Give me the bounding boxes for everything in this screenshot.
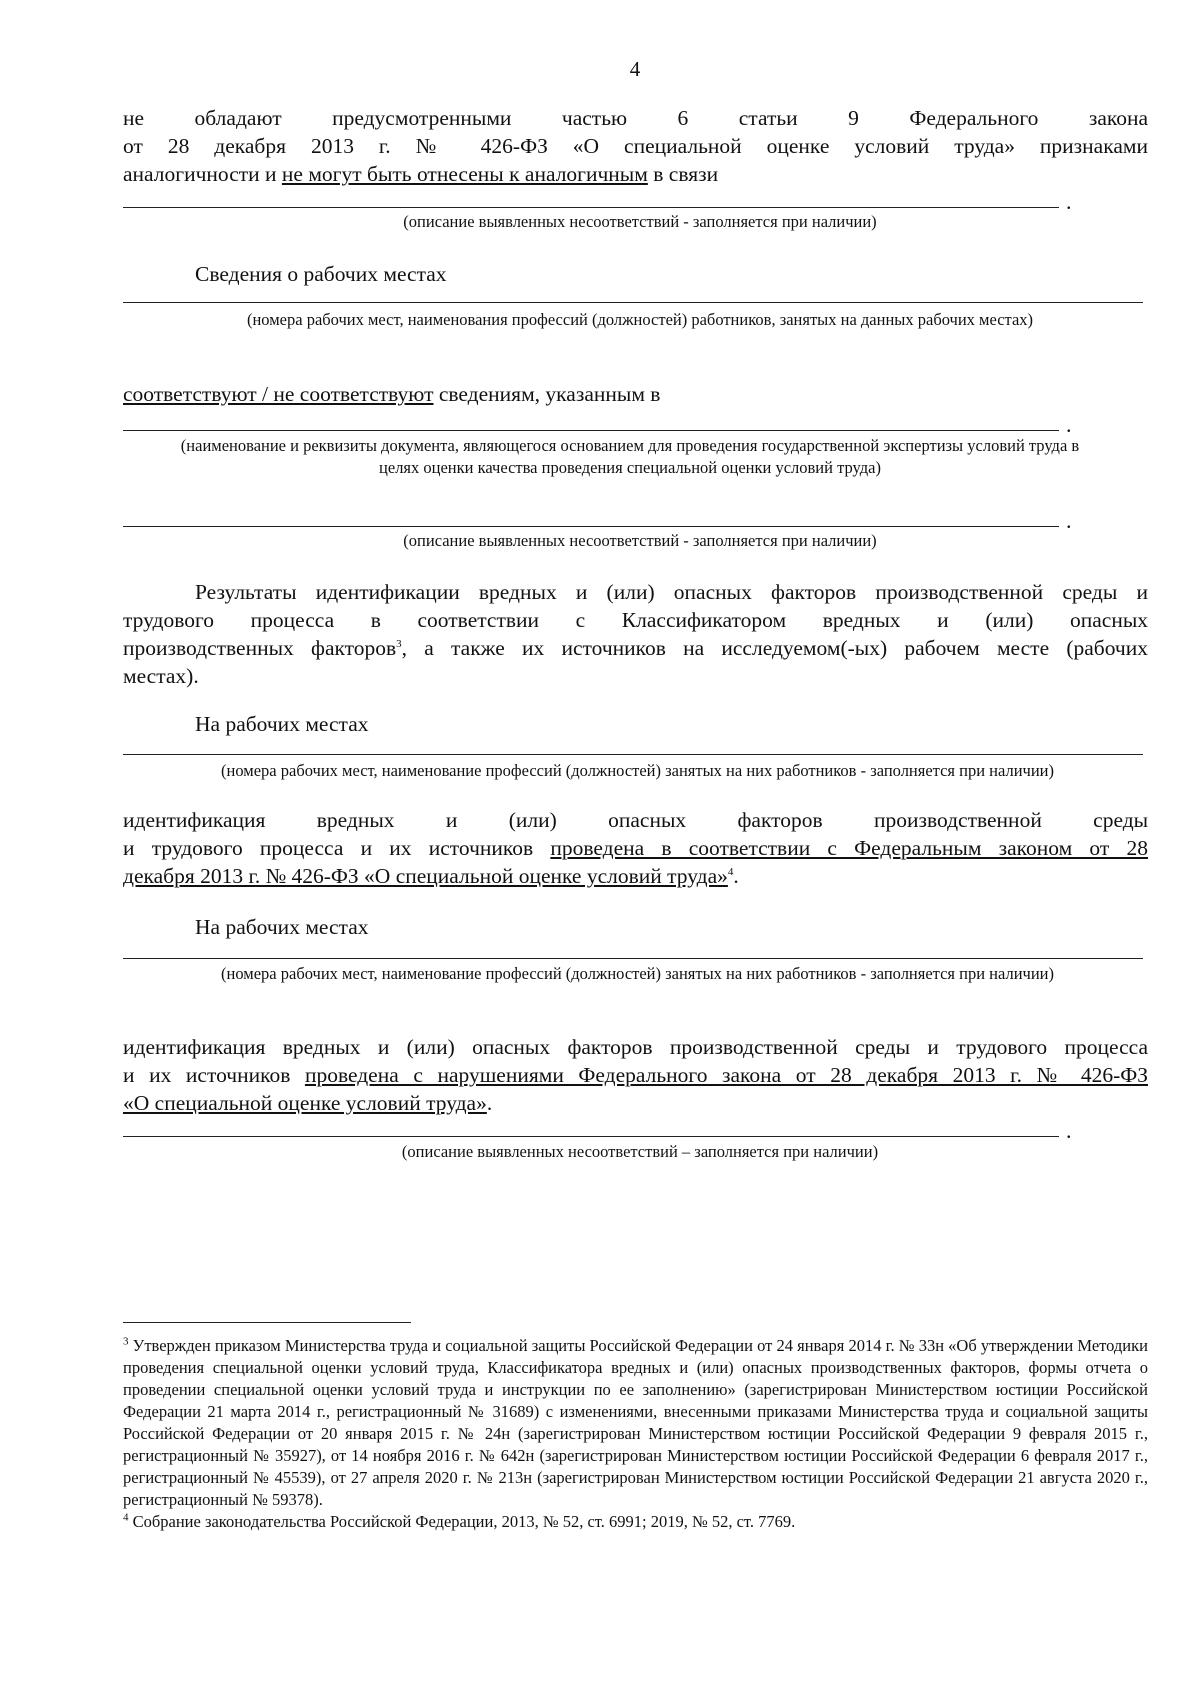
- underlined-phrase: декабря 2013 г. № 426-ФЗ «О специальной оценке условий труда»: [123, 864, 728, 888]
- fill-line: [123, 958, 1143, 959]
- footnote-3: $^3$ Утвержден приказом Министерства труда и социальной защиты Российской Федерации от 24 января 2014 г. № 33н «Об утверждении Методики проведения специальной оценки условий труда, Классификатора вредных и (или) опасных производственных факторов, формы отчета о проведении специальной оценки условий труда и инструкции по ее заполнению» (зарегистрирован Министерством юстиции Российской Федерации 21 марта 2014 г., регистрационный № 31689) с изменениями, внесенными приказами Министерства труда и социальной защиты Российской Федерации от 20 января 2015 г. № 24н (зарегистрирован Министерством юстиции Российской Федерации 9 февраля 2015 г., регистрационный № 35927), от 14 ноября 2016 г. № 642н (зарегистрирован Министерством юстиции Российской Федерации 6 февраля 2017 г., регистрационный № 45539), от 27 апреля 2020 г. № 213н (зарегистрирован Министерством юстиции Российской Федерации 21 августа 2020 г., регистрационный № 59378).: [123, 1335, 1148, 1509]
- line-end-dot: .: [1066, 189, 1072, 214]
- footnotes: [123, 1335, 1148, 1533]
- page-number: 4: [629, 57, 641, 81]
- fill-line: [123, 207, 1059, 208]
- fill-line: [123, 430, 1059, 431]
- caption-workplaces: (номера рабочих мест, наименования профессий (должностей) работников, занятых на данных рабочих местах): [246, 310, 1034, 329]
- paragraph-identification-violations: [123, 1033, 1148, 1117]
- paragraph-line: «О специальной оценке условий труда».: [123, 1091, 493, 1115]
- fill-line: [123, 754, 1143, 755]
- footnote-ref: 3: [396, 637, 402, 650]
- fill-line: [123, 1136, 1059, 1137]
- line-end-dot: .: [1066, 412, 1072, 437]
- paragraph-analogy: [123, 104, 1148, 188]
- paragraph-line: не обладают предусмотренными частью 6 статьи 9 Федерального закона: [123, 106, 1149, 130]
- underlined-phrase: «О специальной оценке условий труда»: [123, 1091, 487, 1115]
- caption-workplaces: (номера рабочих мест, наименование профессий (должностей) занятых на них работников - заполняется при наличии): [221, 761, 1054, 780]
- underlined-phrase: соответствуют / не соответствуют: [123, 382, 434, 406]
- footnote-separator: [123, 1322, 411, 1323]
- line-end-dot: .: [1066, 1118, 1072, 1143]
- paragraph-line: и трудового процесса и их источников проведена в соответствии с Федеральным законом от 28: [123, 836, 1148, 860]
- paragraph-line: аналогичности и не могут быть отнесены к аналогичным в связи: [123, 162, 719, 186]
- paragraph-line: производственных факторов$^3$, а также их источников на исследуемом(-ых) рабочем месте (рабочих: [123, 636, 1148, 660]
- caption-mismatch: (описание выявленных несоответствий – заполняется при наличии): [401, 1142, 879, 1161]
- underlined-phrase: проведена с нарушениями Федерального закона от 28 декабря 2013 г. № 426-ФЗ: [304, 1063, 1148, 1087]
- caption-workplaces: (номера рабочих мест, наименование профессий (должностей) занятых на них работников - заполняется при наличии): [221, 964, 1054, 983]
- fill-line: [123, 302, 1143, 303]
- correspond-line: соответствуют / не соответствуют сведениям, указанным в: [123, 382, 661, 406]
- paragraph-line: от 28 декабря 2013 г. № 426-ФЗ «О специальной оценке условий труда» признаками: [123, 134, 1148, 158]
- paragraph-line: идентификация вредных и (или) опасных факторов производственной среды и трудового процесса: [123, 1035, 1148, 1059]
- underlined-phrase: не могут быть отнесены к аналогичным: [281, 162, 648, 186]
- paragraph-line: местах).: [123, 664, 199, 688]
- paragraph-results: [123, 578, 1148, 690]
- fill-line: [123, 526, 1059, 527]
- workplaces-heading: На рабочих местах: [195, 712, 369, 736]
- paragraph-line: Результаты идентификации вредных и (или) опасных факторов производственной среды и: [195, 580, 1148, 604]
- workplaces-heading: Сведения о рабочих местах: [195, 262, 447, 286]
- line-end-dot: .: [1066, 508, 1072, 533]
- caption-mismatch: (описание выявленных несоответствий - заполняется при наличии): [403, 531, 877, 550]
- caption-document: (наименование и реквизиты документа, являющегося основанием для проведения государственной экспертизы условий труда в целях оценки качества проведения специальной оценки условий труда): [180, 436, 1080, 477]
- paragraph-identification-ok: [123, 806, 1148, 890]
- footnote-ref: 4: [727, 865, 734, 878]
- underlined-phrase: проведена в соответствии с Федеральным законом от 28: [550, 836, 1148, 860]
- paragraph-line: декабря 2013 г. № 426-ФЗ «О специальной оценке условий труда»$^4$.: [123, 864, 739, 888]
- paragraph-line: идентификация вредных и (или) опасных факторов производственной среды: [123, 808, 1149, 832]
- paragraph-line: и их источников проведена с нарушениями Федерального закона от 28 декабря 2013 г. № 426-ФЗ: [123, 1063, 1148, 1087]
- footnote-4: $^4$ Собрание законодательства Российской Федерации, 2013, № 52, ст. 6991; 2019, № 52, ст. 7769.: [123, 1511, 796, 1531]
- paragraph-line: трудового процесса в соответствии с Классификатором вредных и (или) опасных: [123, 608, 1149, 632]
- caption-mismatch: (описание выявленных несоответствий - заполняется при наличии): [403, 212, 877, 231]
- workplaces-heading: На рабочих местах: [195, 915, 369, 939]
